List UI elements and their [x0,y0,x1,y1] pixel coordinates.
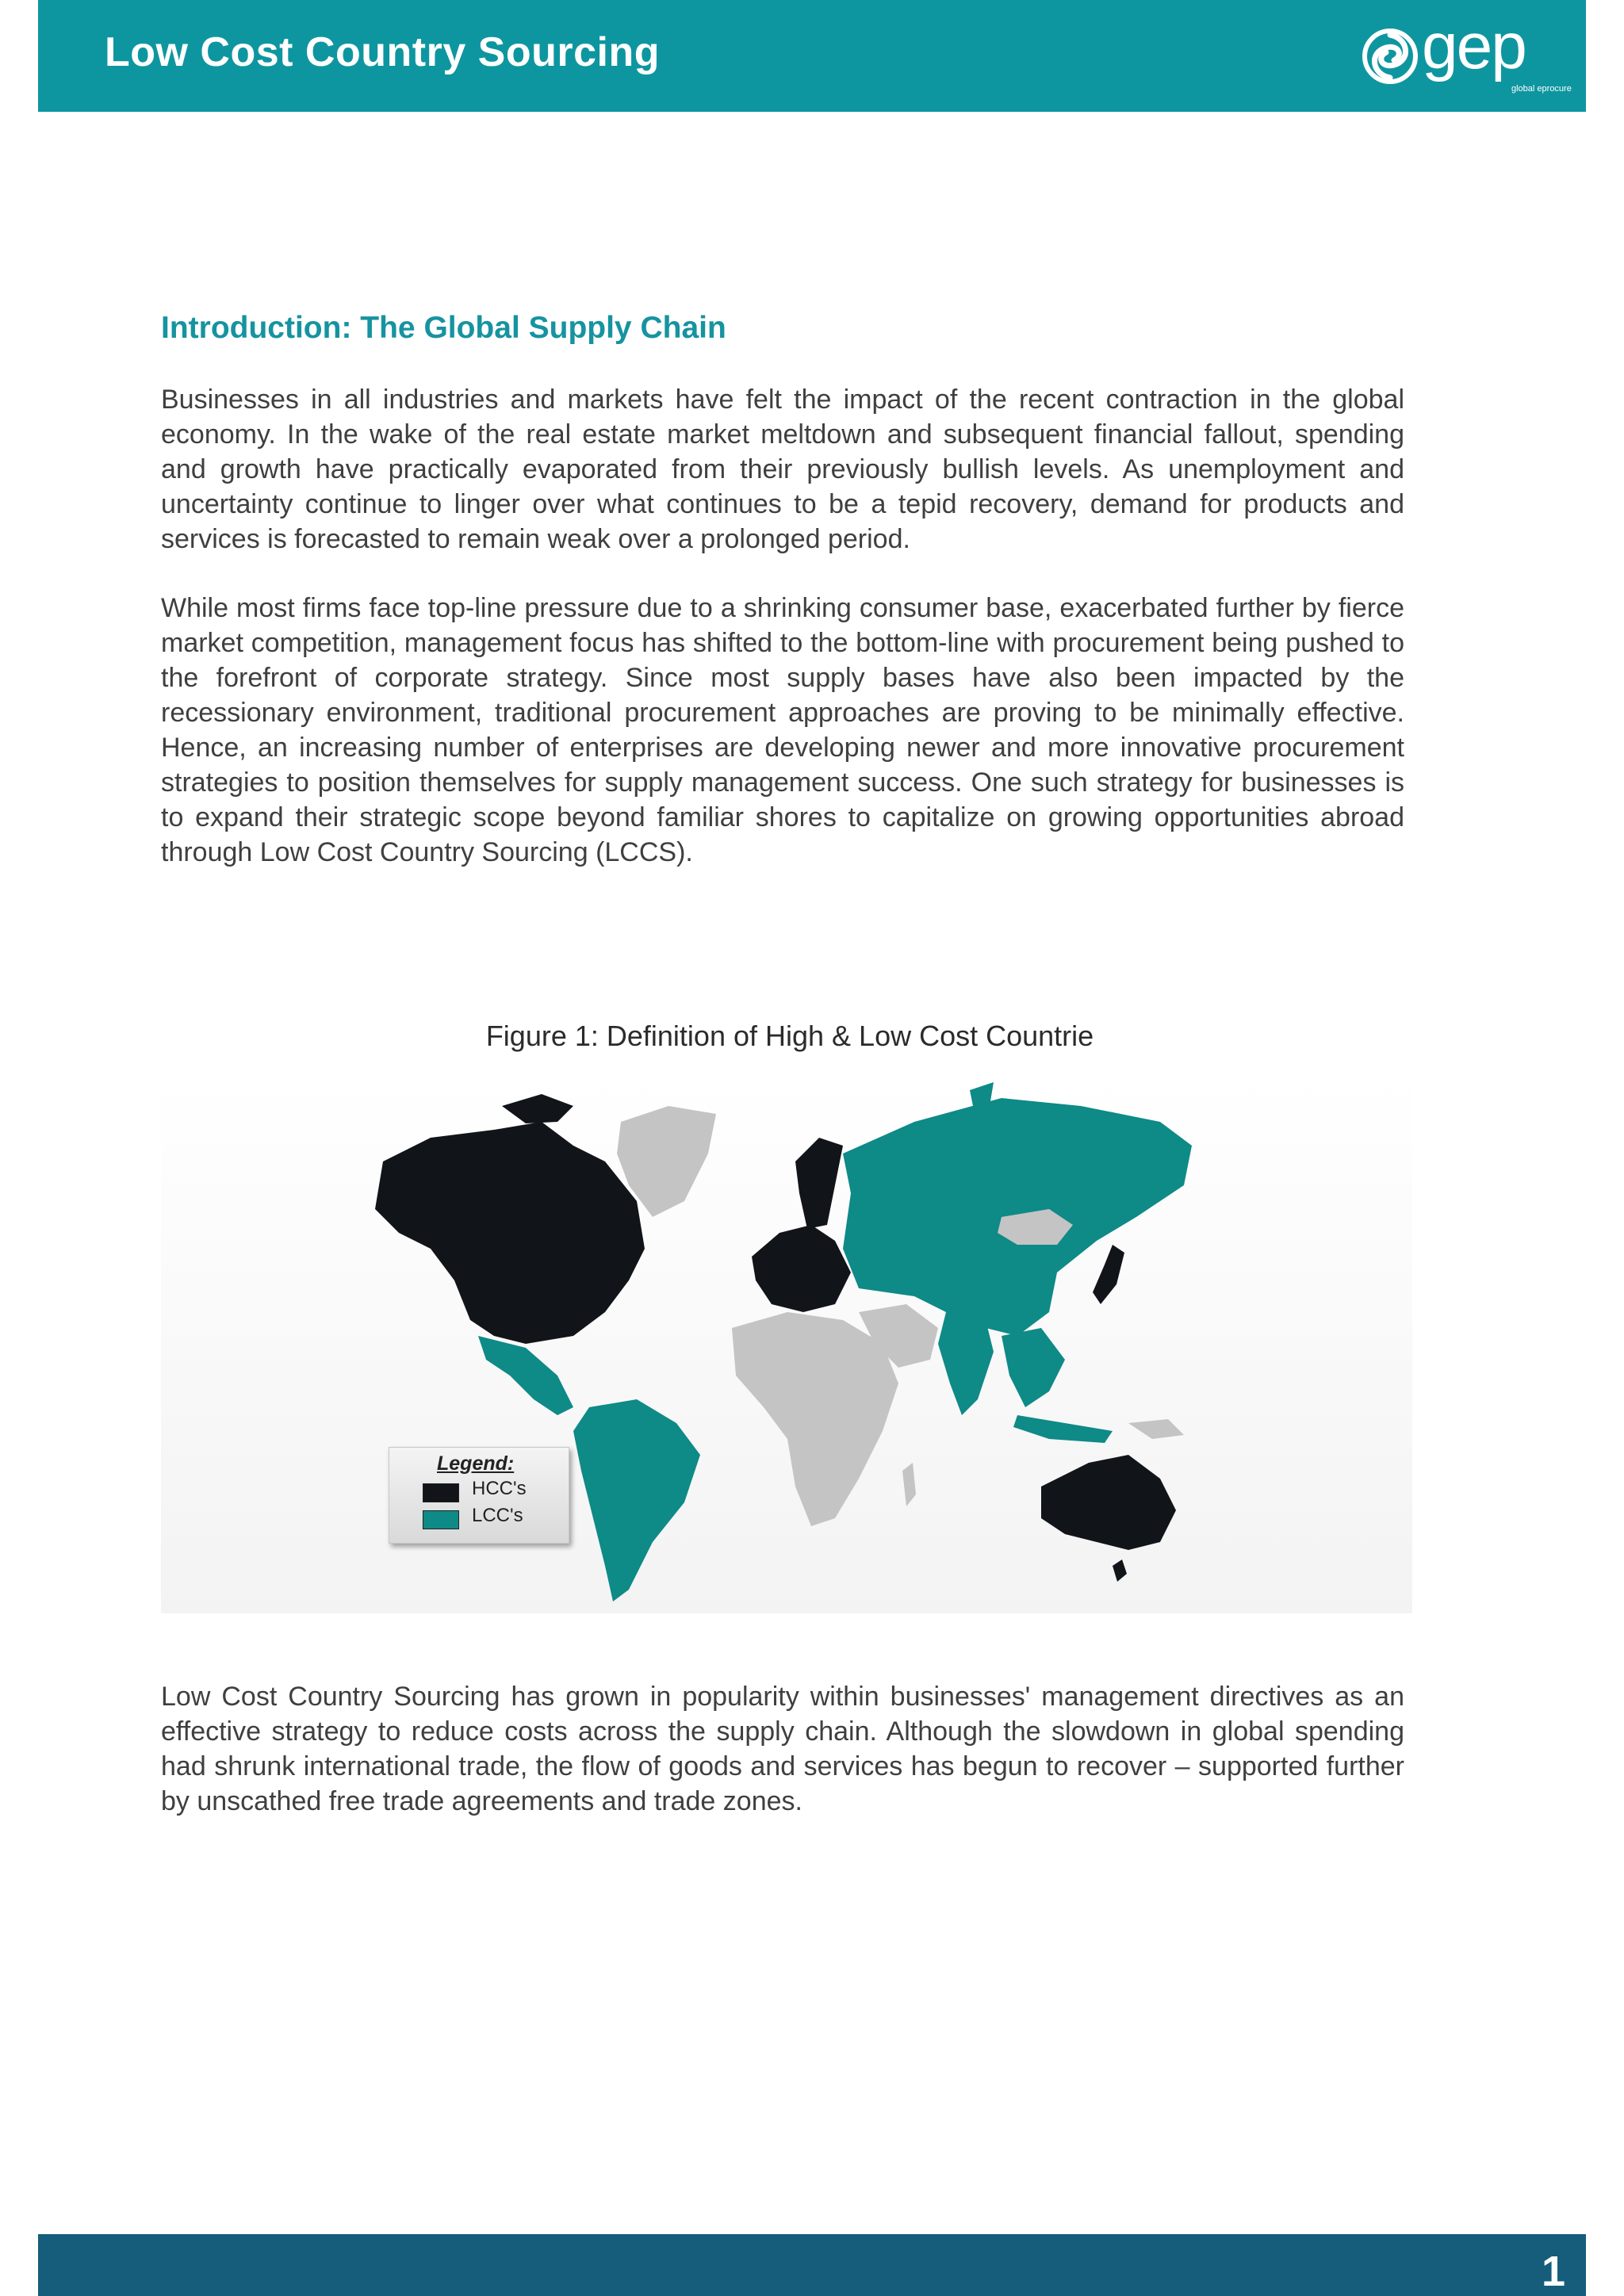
map-southeast-asia [1002,1328,1065,1407]
gep-tagline: global eprocure [1511,84,1572,94]
legend-label-lcc: LCC's [472,1505,523,1526]
gep-wordmark: gep [1422,10,1526,82]
page-header [38,0,1586,112]
document-title: Low Cost Country Sourcing [105,29,661,75]
map-new-zealand [1113,1559,1127,1582]
legend-title: Legend: [437,1452,515,1475]
map-north-america [375,1122,645,1344]
gep-logo [1362,10,1572,97]
intro-paragraph-2: While most firms face top-line pressure due to a shrinking consumer base, exacerbated further by fierce market competition, management focus has shifted to the bottom-line with procurement being pushed to the forefront of corporate strategy. Since most supply bases have also been impacted by the recessionary environment, traditional procurement approaches are proving to be minimally effective. Hence, an increasing number of enterprises are developing newer and more innovative procurement strategies to position themselves for supply management success. One such strategy for businesses is to expand their strategic scope beyond familiar shores to capitalize on growing opportunities abroad through Low Cost Country Sourcing (LCCS). [161,593,1404,867]
map-japan [1093,1245,1124,1304]
gep-swirl-logo-icon [1362,29,1418,84]
map-africa [732,1312,898,1526]
map-legend [389,1447,569,1544]
map-papua [1128,1419,1184,1439]
legend-swatch-hcc [423,1483,459,1502]
legend-label-hcc: HCC's [472,1478,527,1499]
page-number: 1 [1541,2248,1565,2295]
legend-swatch-lcc [423,1510,459,1529]
map-australia [1041,1455,1176,1550]
page-footer [38,2234,1586,2296]
figure-caption: Figure 1: Definition of High & Low Cost Countrie [485,1020,1094,1052]
intro-paragraph-3: Low Cost Country Sourcing has grown in popularity within businesses' management directives as an effective strategy to reduce costs across the supply chain. Although the slowdown in global spending had shrunk international trade, the flow of goods and services has begun to recover – supported further by unscathed free trade agreements and trade zones. [161,1682,1404,1816]
world-map [161,1074,1412,1613]
map-india [938,1312,994,1415]
map-south-america [573,1399,700,1601]
section-heading: Introduction: The Global Supply Chain [161,311,726,345]
map-indonesia [1013,1415,1113,1443]
map-madagascar [902,1463,916,1506]
intro-paragraph-1: Businesses in all industries and markets have felt the impact of the recent contraction in the global economy. In the wake of the real estate market meltdown and subsequent financial fallout, spending and growth have practically evaporated from their previously bullish levels. As unemployment and uncertainty continue to linger over what continues to be a tepid recovery, demand for products and services is forecasted to remain weak over a prolonged period. [161,385,1404,554]
map-arctic-islands [502,1094,573,1123]
map-scandinavia [795,1138,843,1229]
map-western-europe [752,1225,851,1312]
map-central-america [478,1336,573,1415]
world-map-figure [161,1074,1412,1613]
